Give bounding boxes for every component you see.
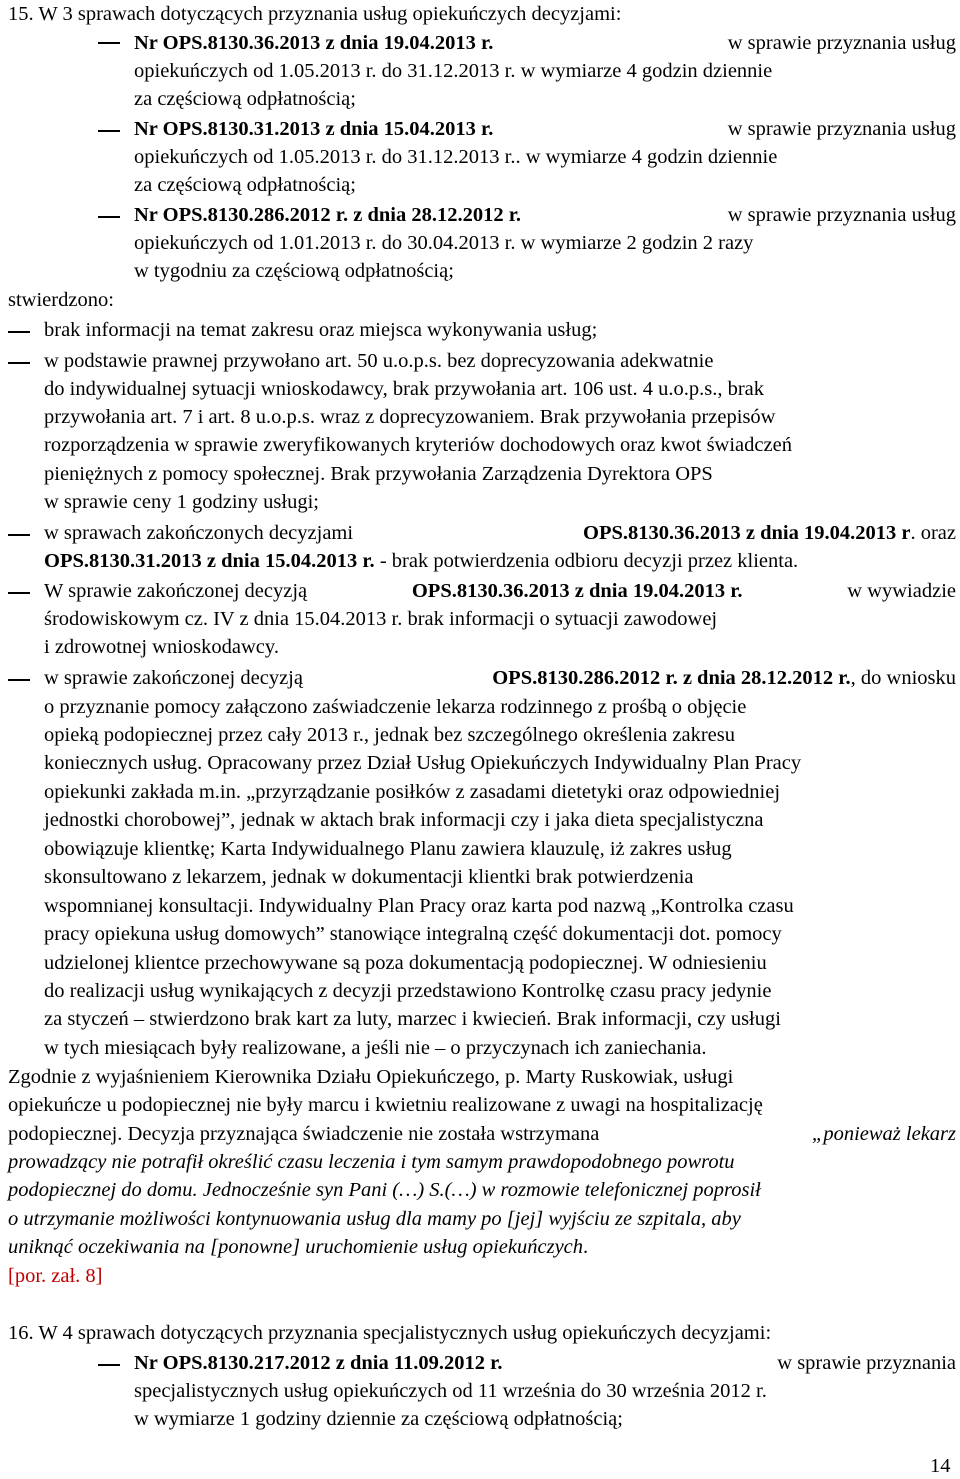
dash-bullet [8,362,30,364]
dash-bullet [8,592,30,594]
dash-bullet [8,331,30,333]
decision-1-line-1: Nr OPS.8130.36.2013 z dnia 19.04.2013 r. w sprawie przyznania usług [134,32,956,54]
decision-number: Nr OPS.8130.286.2012 r. z dnia 28.12.2012 r. [134,204,522,226]
dash-bullet [8,534,30,536]
dash-bullet [98,1364,120,1366]
finding-2-line: rozporządzenia w sprawie zweryfikowanych kryteriów dochodowych oraz kwot świadczeń [44,434,792,456]
dash-bullet [98,130,120,132]
finding-5-line: opiekunki zakłada m.in. „przyrządzanie posiłków z zasadami dietetyki oraz odpowiedniej [44,781,781,803]
explanation-quote-line: podopiecznej do domu. Jednocześnie syn Pani (…) S.(…) w rozmowie telefonicznej poprosił [8,1179,761,1201]
section-16-decision-line-1: Nr OPS.8130.217.2012 z dnia 11.09.2012 r. w sprawie przyznania [134,1352,956,1374]
decision-number: Nr OPS.8130.36.2013 z dnia 19.04.2013 r. [134,32,494,54]
finding-4-line-3: i zdrowotnej wnioskodawcy. [44,636,279,658]
explanation-line: Zgodnie z wyjaśnieniem Kierownika Działu Opiekuńczego, p. Marty Ruskowiak, usługi [8,1066,734,1088]
dash-bullet [8,679,30,681]
explanation-quote-line: uniknąć oczekiwania na [ponowne] uruchomienie usług opiekuńczych. [8,1236,589,1258]
decision-number: OPS.8130.36.2013 z dnia 19.04.2013 r. [411,580,743,602]
finding-4-line-2: środowiskowym cz. IV z dnia 15.04.2013 r. brak informacji o sytuacji zawodowej [44,608,718,630]
finding-5-line: o przyznanie pomocy załączono zaświadczenie lekarza rodzinnego z prośbą o objęcie [44,696,747,718]
decision-number: OPS.8130.31.2013 z dnia 15.04.2013 r. [44,550,375,572]
finding-5-line-1: w sprawie zakończonej decyzją OPS.8130.286.2012 r. z dnia 28.12.2012 r., do wniosku [44,667,956,689]
section-16-decision-line-2: specjalistycznych usług opiekuńczych od 11 września do 30 września 2012 r. [134,1380,767,1402]
explanation-quote-line: o utrzymanie możliwości kontynuowania usług dla mamy po [jej] wyjściu ze szpitala, aby [8,1208,741,1230]
section-15-heading: 15. W 3 sprawach dotyczących przyznania usług opiekuńczych decyzjami: [8,3,622,25]
finding-1: brak informacji na temat zakresu oraz miejsca wykonywania usług; [44,319,598,341]
decision-number: Nr OPS.8130.31.2013 z dnia 15.04.2013 r. [134,118,494,140]
finding-5-line: koniecznych usług. Opracowany przez Dział Usług Opiekuńczych Indywidualny Plan Pracy [44,752,802,774]
page-number: 14 [930,1455,951,1477]
decision-3-line-3: w tygodniu za częściową odpłatnością; [134,260,454,282]
finding-2-line: do indywidualnej sytuacji wnioskodawcy, brak przywołania art. 106 ust. 4 u.o.p.s., brak [44,378,765,400]
finding-3-line-2: OPS.8130.31.2013 z dnia 15.04.2013 r. - brak potwierdzenia odbioru decyzji przez klienta. [44,550,799,572]
section-16-decision-line-3: w wymiarze 1 godziny dziennie za częściową odpłatnością; [134,1408,623,1430]
finding-5-line: w tych miesiącach były realizowane, a jeśli nie – o przyczynach ich zaniechania. [44,1037,707,1059]
explanation-line: podopiecznej. Decyzja przyznająca świadczenie nie została wstrzymana „ponieważ lekarz [8,1123,956,1145]
finding-5-line: wspomnianej konsultacji. Indywidualny Plan Pracy oraz karta pod nazwą „Kontrolka czasu [44,895,794,917]
decision-3-line-1: Nr OPS.8130.286.2012 r. z dnia 28.12.2012 r. w sprawie przyznania usług [134,204,956,226]
decision-2-line-3: za częściową odpłatnością; [134,174,356,196]
decision-number: OPS.8130.36.2013 z dnia 19.04.2013 r [583,522,911,544]
section-16-heading: 16. W 4 sprawach dotyczących przyznania specjalistycznych usług opiekuńczych decyzjami: [8,1322,772,1344]
finding-5-line: udzielonej klientce przechowywane są poza dokumentacją podopiecznej. W odniesieniu [44,952,767,974]
finding-5-line: za styczeń – stwierdzono brak kart za luty, marzec i kwiecień. Brak informacji, czy usługi [44,1008,781,1030]
decision-1-line-3: za częściową odpłatnością; [134,88,356,110]
decision-number: Nr OPS.8130.217.2012 z dnia 11.09.2012 r. [134,1352,503,1374]
finding-5-line: do realizacji usług wynikających z decyzji przedstawiono Kontrolkę czasu pracy jedynie [44,980,772,1002]
explanation-quote-line: prowadzący nie potrafił określić czasu leczenia i tym samym prawdopodobnego powrotu [8,1151,735,1173]
decision-2-line-2: opiekuńczych od 1.05.2013 r. do 31.12.2013 r.. w wymiarze 4 godzin dziennie [134,146,778,168]
finding-5-line: skonsultowano z lekarzem, jednak w dokumentacji klientki brak potwierdzenia [44,866,694,888]
decision-number: OPS.8130.286.2012 r. z dnia 28.12.2012 r. [492,667,851,689]
finding-2-line: w podstawie prawnej przywołano art. 50 u.o.p.s. bez doprecyzowania adekwatnie [44,350,714,372]
dash-bullet [98,216,120,218]
attachment-reference: [por. zał. 8] [8,1265,103,1287]
finding-2-line: w sprawie ceny 1 godziny usługi; [44,491,319,513]
decision-2-line-1: Nr OPS.8130.31.2013 z dnia 15.04.2013 r. w sprawie przyznania usług [134,118,956,140]
finding-2-line: przywołania art. 7 i art. 8 u.o.p.s. wraz z doprecyzowaniem. Brak przywołania przepisów [44,406,776,428]
finding-4-line-1: W sprawie zakończonej decyzją OPS.8130.36.2013 z dnia 19.04.2013 r. w wywiadzie [44,580,956,602]
stwierdzono-label: stwierdzono: [8,289,114,311]
dash-bullet [98,42,120,44]
decision-3-line-2: opiekuńczych od 1.01.2013 r. do 30.04.2013 r. w wymiarze 2 godzin 2 razy [134,232,754,254]
finding-5-line: obowiązuje klientkę; Karta Indywidualnego Planu zawiera klauzulę, iż zakres usług [44,838,732,860]
explanation-line: opiekuńcze u podopiecznej nie były marcu i kwietniu realizowane z uwagi na hospitalizację [8,1094,763,1116]
finding-5-line: opieką podopiecznej przez cały 2013 r., jednak bez szczególnego określenia zakresu [44,724,735,746]
finding-2-line: pieniężnych z pomocy społecznej. Brak przywołania Zarządzenia Dyrektora OPS [44,463,713,485]
finding-3-line-1: w sprawach zakończonych decyzjami OPS.8130.36.2013 z dnia 19.04.2013 r. oraz [44,522,956,544]
finding-5-line: pracy opiekuna usług domowych” stanowiące integralną część dokumentacji dot. pomocy [44,923,782,945]
decision-1-line-2: opiekuńczych od 1.05.2013 r. do 31.12.2013 r. w wymiarze 4 godzin dziennie [134,60,773,82]
finding-5-line: jednostki chorobowej”, jednak w aktach brak informacji czy i jaka dieta specjalistyczna [44,809,764,831]
